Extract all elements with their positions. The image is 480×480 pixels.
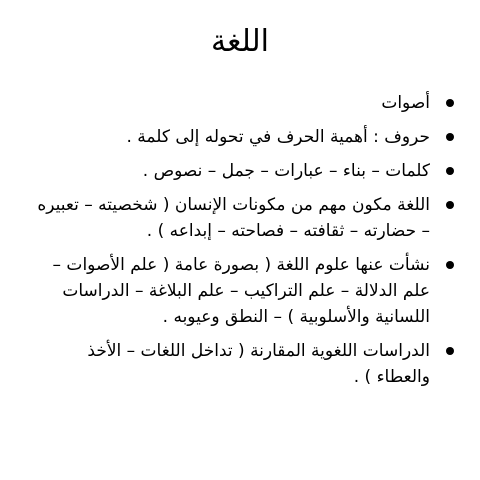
bullet-dot-icon (446, 261, 454, 269)
bullet-item (36, 338, 456, 390)
bullet-text: نشأت عنها علوم اللغة ( بصورة عامة ( علم الأصوات – علم الدلالة – علم التراكيب – علم البلاغة – الدراسات اللسانية والأسلوبية ) – النطق وعيوبه . (52, 255, 430, 327)
bullet-dot-icon (446, 167, 454, 175)
bullet-dot-icon (446, 201, 454, 209)
slide-title: اللغة (211, 24, 269, 59)
bullet-dot-icon (446, 133, 454, 141)
bullet-text: أصوات (381, 93, 430, 113)
bullet-item (36, 90, 456, 116)
bullet-dot-icon (446, 99, 454, 107)
bullet-item (36, 124, 456, 150)
bullet-text: اللغة مكون مهم من مكونات الإنسان ( شخصيته – تعبيره – حضارته – ثقافته – فصاحته – إبداعه ) . (37, 195, 430, 241)
bullet-text: حروف : أهمية الحرف في تحوله إلى كلمة . (126, 127, 430, 147)
bullet-dot-icon (446, 347, 454, 355)
bullet-text: الدراسات اللغوية المقارنة ( تداخل اللغات – الأخذ والعطاء ) . (87, 341, 430, 387)
bullet-item (36, 252, 456, 330)
bullet-text: كلمات – بناء – عبارات – جمل – نصوص . (142, 161, 430, 181)
bullet-list (36, 90, 456, 398)
bullet-item (36, 192, 456, 244)
bullet-item (36, 158, 456, 184)
